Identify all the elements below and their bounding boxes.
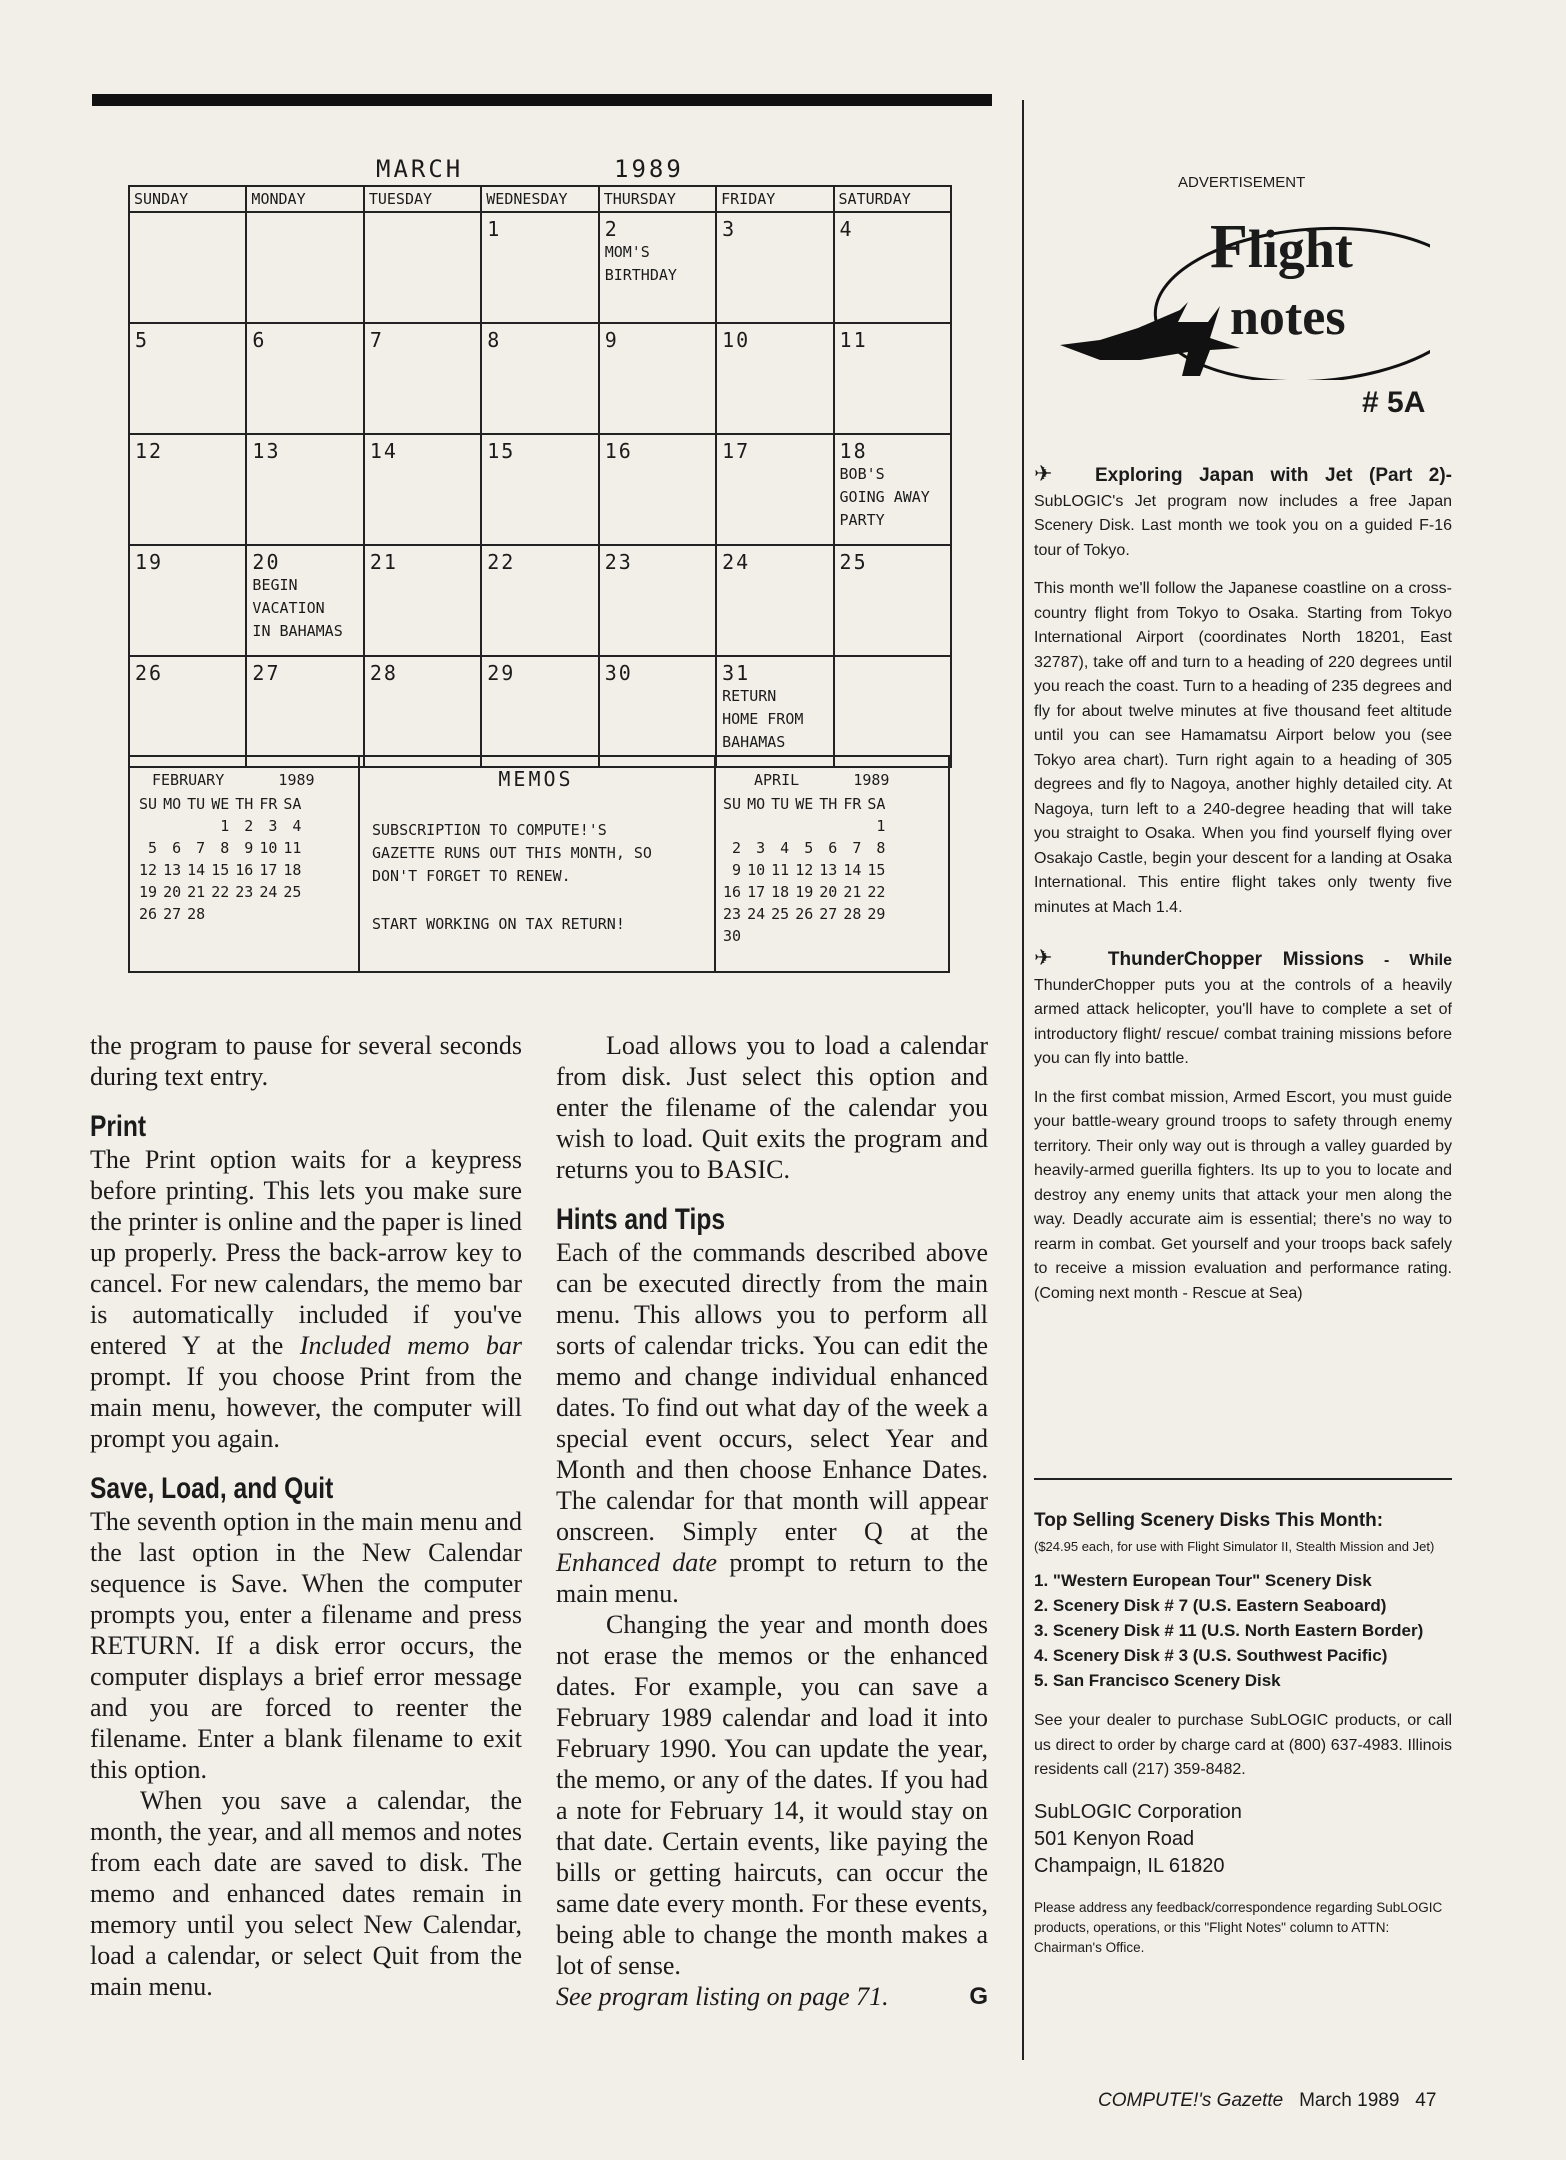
- program-listing-ref: See program listing on page 71. G: [556, 1982, 988, 2011]
- mini-day: 15: [867, 861, 886, 879]
- feb-title: FEBRUARY 1989: [152, 771, 315, 789]
- calendar-day: [246, 434, 363, 545]
- mini-day: 5: [804, 839, 814, 857]
- calendar-day: [599, 323, 716, 434]
- calendar-day: [129, 545, 246, 656]
- issue-number: # 5A: [1362, 386, 1426, 419]
- day-number: 12: [135, 439, 164, 463]
- apr-title: APRIL 1989: [754, 771, 890, 789]
- end-mark: G: [969, 1983, 988, 2010]
- mini-day: 22: [867, 883, 886, 901]
- mini-calendar-april: [714, 757, 948, 971]
- memo-line: START WORKING ON TAX RETURN!: [372, 915, 625, 933]
- mini-day: 23: [723, 905, 742, 923]
- top-sellers: [1034, 1510, 1452, 1958]
- day-number: 30: [604, 661, 633, 685]
- mini-day: [768, 815, 792, 837]
- mini-day: 3: [756, 839, 766, 857]
- article-column-1: [90, 1030, 522, 2002]
- paragraph: Each of the commands described above can be executed directly from the main menu. This allows you to perform all sorts of calendar tricks. You can edit the memo and change individual enhanced dates. To find out what day of the week a special event occurs, select Year and Month and then choose Enhance Dates. The calendar for that month will appear onscreen. Simply enter Q at the Enhanced date prompt to return to the main menu.: [556, 1238, 988, 1608]
- calendar-day: [364, 545, 481, 656]
- calendar-day: [364, 656, 481, 767]
- day-note: VACATION: [252, 599, 325, 617]
- paragraph: The seventh option in the main menu and the last option in the New Calendar sequence is Save. When the computer prompts you, enter a filename and press RETURN. If a disk error occurs, the computer displays a brief error message and you are forced to reenter the filename. Enter a blank filename to exit this option.: [90, 1507, 522, 1784]
- mini-day: 4: [292, 817, 302, 835]
- top-seller-item: 5. San Francisco Scenery Disk: [1034, 1671, 1281, 1690]
- mini-day: 29: [867, 905, 886, 923]
- mini-day: [792, 925, 816, 947]
- mini-day: 22: [211, 883, 230, 901]
- mini-day: 8: [220, 839, 230, 857]
- mini-day: [840, 815, 864, 837]
- day-note: GOING AWAY: [839, 488, 930, 506]
- mini-day: 24: [259, 883, 278, 901]
- mini-day: 16: [235, 861, 254, 879]
- logo-text: Flight: [1210, 213, 1353, 281]
- calendar-day: [599, 212, 716, 323]
- day-number: 14: [369, 439, 398, 463]
- calendar-grid: [128, 185, 952, 768]
- feedback-note: Please address any feedback/correspondence regarding SubLOGIC products, operations, or this "Flight Notes" column to ATTN: Chairman's Office.: [1034, 1899, 1443, 1955]
- day-note: HOME FROM: [722, 710, 804, 728]
- mini-day: 19: [139, 883, 158, 901]
- mini-day: 21: [843, 883, 862, 901]
- mini-weekday: SU: [723, 795, 742, 813]
- top-seller-item: 1. "Western European Tour" Scenery Disk: [1034, 1571, 1372, 1590]
- day-number: 6: [252, 328, 267, 352]
- mini-day: 13: [819, 861, 838, 879]
- paragraph: Changing the year and month does not erase the memos or the enhanced dates. For example, you can save a February 1989 calendar and load it into February 1990. You can update the year, the memo, or any of the dates. If you had a note for February 14, it would stay on that date. Certain events, like paying the bills or getting haircuts, can occur the same date every month. For these events, being able to change the month makes a lot of sense.: [556, 1610, 988, 1980]
- paragraph: the program to pause for several seconds during text entry.: [90, 1031, 522, 1091]
- mini-day: 12: [795, 861, 814, 879]
- ad-paragraph: This month we'll follow the Japanese coastline on a cross-country flight from Tokyo to Osaka. Starting from Tokyo International Airport (coordinates North 18201, East 32787), take off and turn to a heading of 220 degrees until you reach the coast. Turn to a heading of 235 degrees and fly for about twelve minutes at five thousand feet altitude until you can see Hamamatsu Airport below you (see Tokyo area chart). Turn right again to a heading of 305 degrees and fly to Nagoya, another highly detailed city. At Nagoya, turn left to a 240-degree heading that will take you straight to Osaka. When you find yourself flying over Osakajo Castle, begin your descent for a landing at Osaka International. This entire flight takes only twenty five minutes at Mach 1.4.: [1034, 580, 1452, 916]
- weekday-header: WEDNESDAY: [481, 186, 598, 212]
- calendar-day: [716, 212, 833, 323]
- mini-day: [864, 925, 888, 947]
- day-number: 9: [604, 328, 619, 352]
- memo-line: GAZETTE RUNS OUT THIS MONTH, SO: [372, 844, 652, 862]
- heading-save-load-quit: Save, Load, and Quit: [90, 1472, 334, 1505]
- mini-day: 26: [795, 905, 814, 923]
- mini-day: 10: [259, 839, 278, 857]
- calendar-day: [364, 323, 481, 434]
- day-number: 28: [369, 661, 398, 685]
- day-number: 17: [722, 439, 751, 463]
- day-number: 7: [369, 328, 384, 352]
- top-sellers-title: Top Selling Scenery Disks This Month:: [1034, 1510, 1384, 1531]
- calendar-day: [364, 212, 481, 323]
- calendar-week: [129, 323, 951, 434]
- mini-calendar-february: [130, 757, 360, 971]
- calendar-week: [129, 545, 951, 656]
- calendar-week: [129, 656, 951, 767]
- mini-day: 25: [771, 905, 790, 923]
- calendar-year: 1989: [614, 155, 684, 183]
- top-seller-item: 3. Scenery Disk # 11 (U.S. North Eastern Border): [1034, 1621, 1424, 1640]
- ad-body: [1034, 462, 1452, 1320]
- calendar-day: [834, 545, 951, 656]
- day-number: 31: [722, 661, 751, 685]
- mini-day: 18: [771, 883, 790, 901]
- calendar-day: [834, 323, 951, 434]
- day-note: BOB'S: [839, 465, 885, 483]
- mini-day: 18: [283, 861, 302, 879]
- heading-print: Print: [90, 1110, 147, 1143]
- logo-notes: notes: [1230, 289, 1346, 346]
- mini-day: 6: [172, 839, 182, 857]
- calendar-day: [364, 434, 481, 545]
- mini-weekday: TH: [235, 795, 254, 813]
- mini-day: 14: [187, 861, 206, 879]
- calendar-day: [129, 323, 246, 434]
- mini-day: 30: [723, 927, 742, 945]
- ad-paragraph: In the first combat mission, Armed Escort, you must guide your battle-weary ground troops to safety through enemy territory. Their only way out is through a valley guarded by heavily-armed guerilla fighters. Its up to you to locate and destroy any enemy units that attack your men along the way. Deadly accurate aim is essential; there's no way to rearm in combat. Get yourself and your troops back safely to receive a mission evaluation and performance rating. (Coming next month - Rescue at Sea): [1034, 1088, 1452, 1302]
- paragraph: Load allows you to load a calendar from disk. Just select this option and enter the filename of the calendar you wish to load. Quit exits the program and returns you to BASIC.: [556, 1031, 988, 1184]
- mini-day: [136, 815, 160, 837]
- calendar-day: [246, 212, 363, 323]
- day-number: 25: [839, 550, 868, 574]
- day-note: BEGIN: [252, 576, 298, 594]
- day-number: 10: [722, 328, 751, 352]
- mini-day: [816, 925, 840, 947]
- calendar-day: [716, 323, 833, 434]
- mini-day: 6: [828, 839, 838, 857]
- top-rule: [92, 94, 992, 106]
- article-column-2: [556, 1030, 988, 2012]
- column-divider: [1022, 100, 1024, 2060]
- day-number: 24: [722, 550, 751, 574]
- memos-box: [358, 757, 716, 971]
- top-sellers-sub: ($24.95 each, for use with Flight Simulator II, Stealth Mission and Jet): [1034, 1539, 1435, 1554]
- calendar-day: [129, 656, 246, 767]
- day-note: RETURN: [722, 687, 777, 705]
- mini-day: 14: [843, 861, 862, 879]
- calendar-day: [716, 545, 833, 656]
- feb-days: [136, 793, 304, 925]
- mini-weekday: WE: [211, 795, 230, 813]
- mini-weekday: SU: [139, 795, 158, 813]
- day-number: 13: [252, 439, 281, 463]
- day-number: 8: [487, 328, 502, 352]
- day-number: 21: [369, 550, 398, 574]
- day-number: 19: [135, 550, 164, 574]
- day-number: 23: [604, 550, 633, 574]
- calendar-day: [481, 656, 598, 767]
- calendar-day: [834, 656, 951, 767]
- ad-section-thunderchopper: ✈ ThunderChopper Missions - While ThunderChopper puts you at the controls of a heavily armed attack helicopter, you'll have to complete a set of introductory flight/ rescue/ combat training missions before you can fly into battle.: [1034, 945, 1452, 1067]
- dealer-info: See your dealer to purchase SubLOGIC products, or call us direct to order by charge card at (800) 637-4983. Illinois residents call (217) 359-8482.: [1034, 1712, 1452, 1778]
- weekday-header: SATURDAY: [834, 186, 951, 212]
- ad-section-jet: ✈ Exploring Japan with Jet (Part 2)- SubLOGIC's Jet program now includes a free Japan Scenery Disk. Last month we took you on a guided F-16 tour of Tokyo.: [1034, 461, 1452, 559]
- mini-weekday: TU: [187, 795, 206, 813]
- mini-day: 3: [268, 817, 278, 835]
- calendar-week: [129, 212, 951, 323]
- mini-day: [232, 903, 256, 925]
- mini-day: [816, 815, 840, 837]
- top-seller-item: 4. Scenery Disk # 3 (U.S. Southwest Pacific): [1034, 1646, 1388, 1665]
- calendar-month: MARCH: [376, 155, 464, 183]
- ad-divider: [1034, 1478, 1452, 1480]
- weekday-header: FRIDAY: [716, 186, 833, 212]
- memo-line: SUBSCRIPTION TO COMPUTE!'S: [372, 821, 607, 839]
- mini-day: 1: [876, 817, 886, 835]
- mini-weekday: MO: [163, 795, 182, 813]
- day-number: 11: [839, 328, 868, 352]
- mini-day: 15: [211, 861, 230, 879]
- mini-day: [840, 925, 864, 947]
- top-sellers-list: [1034, 1568, 1452, 1693]
- mini-day: [160, 815, 184, 837]
- mini-day: 24: [747, 905, 766, 923]
- calendar-day: [246, 323, 363, 434]
- mini-weekday: WE: [795, 795, 814, 813]
- mini-day: [792, 815, 816, 837]
- mini-weekday: FR: [843, 795, 862, 813]
- mini-day: 9: [244, 839, 254, 857]
- flight-notes-logo: [1060, 210, 1430, 380]
- weekday-header: SUNDAY: [129, 186, 246, 212]
- mini-day: 9: [732, 861, 742, 879]
- memo-bar: [128, 755, 950, 973]
- day-number: 29: [487, 661, 516, 685]
- mini-day: 10: [747, 861, 766, 879]
- mini-day: 27: [163, 905, 182, 923]
- mini-day: [208, 903, 232, 925]
- calendar-week: [129, 434, 951, 545]
- apr-days: [720, 793, 888, 947]
- mini-day: 4: [780, 839, 790, 857]
- mini-day: [768, 925, 792, 947]
- mini-weekday: MO: [747, 795, 766, 813]
- calendar-day: [129, 434, 246, 545]
- mini-day: 17: [747, 883, 766, 901]
- mini-day: [720, 815, 744, 837]
- mini-day: 1: [220, 817, 230, 835]
- top-seller-item: 2. Scenery Disk # 7 (U.S. Eastern Seaboard): [1034, 1596, 1387, 1615]
- mini-day: 19: [795, 883, 814, 901]
- calendar-day: [129, 212, 246, 323]
- address: SubLOGIC Corporation 501 Kenyon Road Champaign, IL 61820: [1034, 1800, 1242, 1877]
- calendar-day: [246, 545, 363, 656]
- day-number: 3: [722, 217, 737, 241]
- mini-day: 26: [139, 905, 158, 923]
- heading-hints-tips: Hints and Tips: [556, 1203, 726, 1236]
- calendar-day: [599, 656, 716, 767]
- mini-day: [280, 903, 304, 925]
- day-number: 26: [135, 661, 164, 685]
- weekday-header: MONDAY: [246, 186, 363, 212]
- mini-day: 27: [819, 905, 838, 923]
- page-footer: COMPUTE!'s Gazette March 1989 47: [1098, 2090, 1437, 2111]
- calendar-day: [481, 212, 598, 323]
- day-note: PARTY: [839, 511, 885, 529]
- mini-day: [744, 815, 768, 837]
- mini-day: 20: [163, 883, 182, 901]
- mini-day: 20: [819, 883, 838, 901]
- day-number: 16: [604, 439, 633, 463]
- mini-day: [184, 815, 208, 837]
- mini-day: 2: [732, 839, 742, 857]
- day-number: 2: [604, 217, 619, 241]
- mini-day: 17: [259, 861, 278, 879]
- mini-day: 25: [283, 883, 302, 901]
- day-number: 1: [487, 217, 502, 241]
- day-number: 22: [487, 550, 516, 574]
- mini-day: 5: [148, 839, 158, 857]
- day-note: MOM'S: [604, 243, 650, 261]
- day-number: 27: [252, 661, 281, 685]
- mini-day: [744, 925, 768, 947]
- paragraph: When you save a calendar, the month, the year, and all memos and notes from each date are saved to disk. The memo and enhanced dates remain in memory until you select New Calendar, load a calendar, or select Quit from the main menu.: [90, 1786, 522, 2001]
- calendar-day: [716, 656, 833, 767]
- weekday-header: THURSDAY: [599, 186, 716, 212]
- mini-day: 28: [843, 905, 862, 923]
- mini-day: 16: [723, 883, 742, 901]
- mini-weekday: FR: [259, 795, 278, 813]
- mini-weekday: TH: [819, 795, 838, 813]
- calendar-day: [481, 323, 598, 434]
- mini-day: 11: [771, 861, 790, 879]
- paragraph: The Print option waits for a keypress before printing. This lets you make sure the printer is online and the paper is lined up properly. Press the back-arrow key to cancel. For new calendars, the memo bar is automatically included if you've entered Y at the Included memo bar prompt. If you choose Print from the main menu, however, the computer will prompt you again.: [90, 1145, 522, 1453]
- mini-day: 7: [196, 839, 206, 857]
- mini-day: 13: [163, 861, 182, 879]
- mini-day: 28: [187, 905, 206, 923]
- day-note: IN BAHAMAS: [252, 622, 343, 640]
- jet-bullet-icon: ✈: [1034, 945, 1068, 970]
- day-number: 5: [135, 328, 150, 352]
- calendar-day: [599, 545, 716, 656]
- calendar-day: [246, 656, 363, 767]
- day-number: 18: [839, 439, 868, 463]
- calendar-day: [834, 434, 951, 545]
- calendar-day: [716, 434, 833, 545]
- day-number: 20: [252, 550, 281, 574]
- day-note: BAHAMAS: [722, 733, 786, 751]
- mini-day: 12: [139, 861, 158, 879]
- calendar-day: [834, 212, 951, 323]
- mini-weekday: SA: [867, 795, 886, 813]
- day-number: 4: [839, 217, 854, 241]
- calendar-day: [599, 434, 716, 545]
- mini-day: 23: [235, 883, 254, 901]
- ad-label: ADVERTISEMENT: [1178, 174, 1306, 191]
- day-note: BIRTHDAY: [604, 266, 677, 284]
- calendar-day: [481, 545, 598, 656]
- jet-bullet-icon: ✈: [1034, 461, 1064, 486]
- mini-day: 8: [876, 839, 886, 857]
- calendar-day: [481, 434, 598, 545]
- memos-title: MEMOS: [498, 767, 574, 791]
- memo-line: DON'T FORGET TO RENEW.: [372, 867, 571, 885]
- day-number: 15: [487, 439, 516, 463]
- mini-day: 2: [244, 817, 254, 835]
- mini-day: 7: [852, 839, 862, 857]
- mini-weekday: SA: [283, 795, 302, 813]
- weekday-header: TUESDAY: [364, 186, 481, 212]
- mini-day: [256, 903, 280, 925]
- mini-day: 11: [283, 839, 302, 857]
- mini-weekday: TU: [771, 795, 790, 813]
- mini-day: 21: [187, 883, 206, 901]
